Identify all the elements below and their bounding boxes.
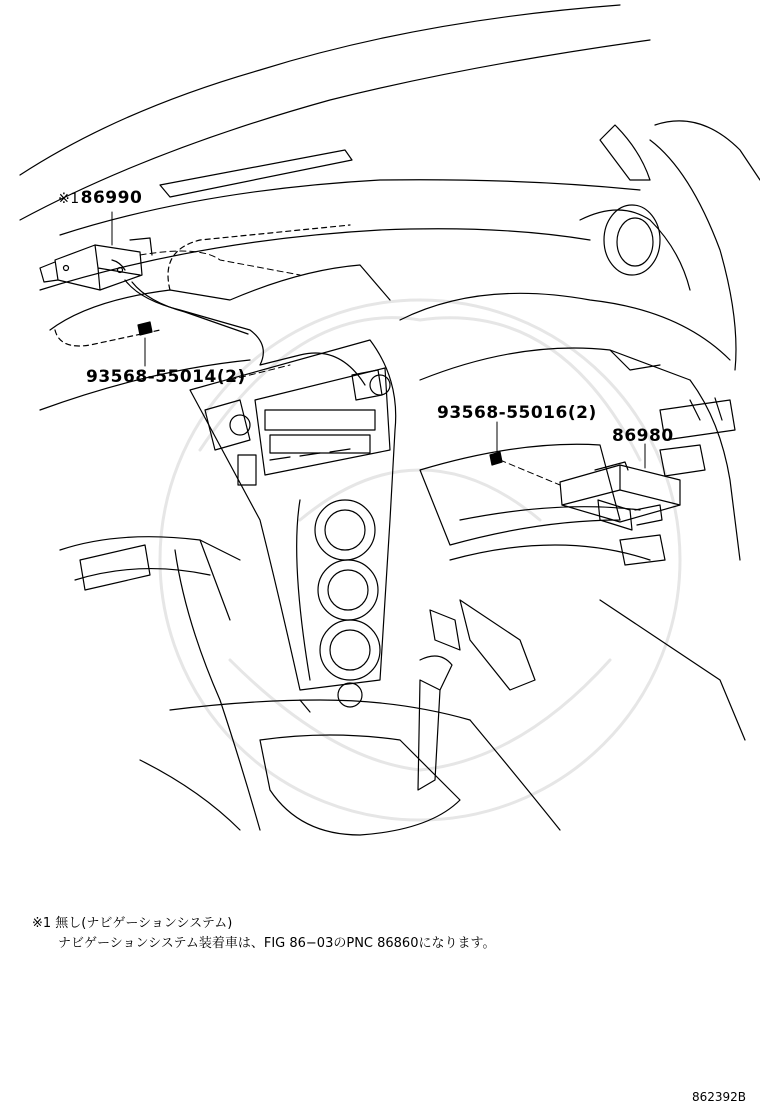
footnote-line-2: ナビゲーションシステム装着車は、FIG 86−03のPNC 86860になります。 xyxy=(58,936,496,951)
callout-86980: 86980 xyxy=(612,426,674,446)
hvac-knobs xyxy=(297,500,380,680)
screw-left-icon xyxy=(138,322,152,335)
callout-86990 xyxy=(58,188,142,208)
pedals xyxy=(430,600,745,740)
callout-86990-number: 86990 xyxy=(80,188,143,208)
defrost-vent xyxy=(160,150,352,197)
screw-right-icon xyxy=(490,452,502,465)
a-pillar xyxy=(580,121,760,370)
passenger-dash xyxy=(400,293,740,560)
figure-id: 862392B xyxy=(691,1090,746,1104)
callout-86990-mark: ※1 xyxy=(58,191,80,207)
callout-screw-left: 93568-55014(2) xyxy=(86,367,246,387)
callout-screw-right: 93568-55016(2) xyxy=(437,403,597,423)
footnote-line-1: ※1 無し(ナビゲーションシステム) xyxy=(32,916,233,931)
side-air-vent xyxy=(604,205,660,275)
leader-lines xyxy=(112,212,645,468)
glove-box xyxy=(420,444,665,565)
